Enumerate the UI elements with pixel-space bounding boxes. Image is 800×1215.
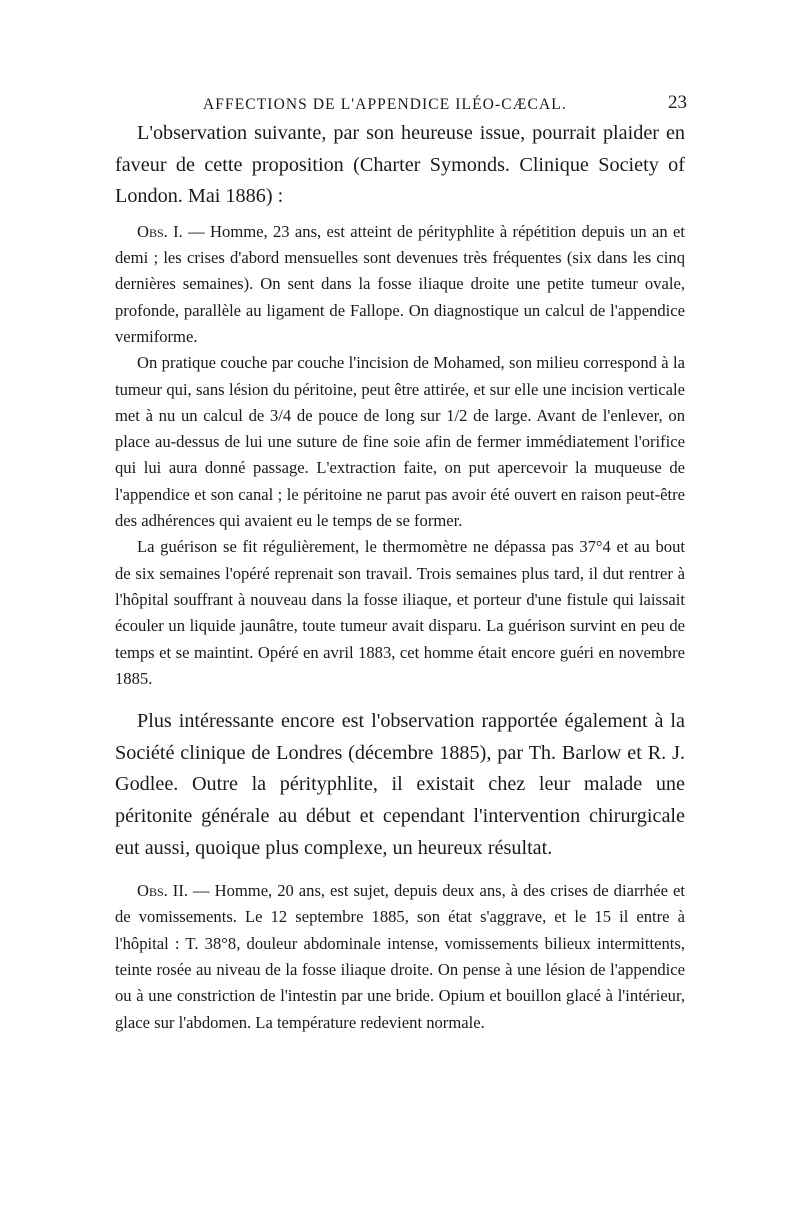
running-head [115,92,685,118]
intro-paragraph: L'observation suivante, par son heureuse issue, pourrait plaider en faveur de cette proposition (Charter Symonds. Clinique Society of London. Mai 1886) : [115,122,685,208]
observation-1-outcome-paragraph: La guérison se fit régulièrement, le thermomètre ne dépassa pas 37°4 et au bout de six semaines l'opéré reprenait son travail. Trois semaines plus tard, il dut rentrer à l'hôpital souffrant à nouveau dans la fosse iliaque, et porteur d'une fistule qui laissait écouler un liquide jaunâtre, toute tumeur avait disparu. La guérison survint en peu de temps et se maintint. Opéré en avril 1883, cet homme était encore guéri en novembre 1885. [115,537,685,688]
page-number: 23 [668,92,687,113]
book-page [115,92,685,1036]
observation-2-paragraph [115,878,685,1036]
running-title: AFFECTIONS DE L'APPENDICE ILÉO-CÆCAL. [203,96,567,113]
observation-1-operation-paragraph: On pratique couche par couche l'incision de Mohamed, son milieu correspond à la tumeur qui, sans lésion du péritoine, peut être attirée, et sur elle une incision verticale met à nu un calcul de 3/4 de pouce de long sur 1/2 de large. Avant de l'enlever, on place au-dessus de lui une suture de fine soie afin de fermer immédiatement l'orifice qui lui aura donné passage. L'extraction faite, on put apercevoir la muqueuse de l'appendice et son canal ; le péritoine ne parut pas avoir été ouvert en raison peut-être des adhérences qui avaient eu le temps de se former. [115,353,685,531]
observation-1-paragraph [115,219,685,350]
observation-2-text: — Homme, 20 ans, est sujet, depuis deux ans, à des crises de diarrhée et de vomissements. Le 12 septembre 1885, son état s'aggrave, et le 15 il entre à l'hôpital : T. 38°8, douleur abdominale intense, vomissements bilieux intermittents, teinte rosée au niveau de la fosse iliaque droite. On pense à une lésion de l'appendice ou à une constriction de l'intestin par une bride. Opium et bouillon glacé à l'intérieur, glace sur l'abdomen. La température redevient normale. [115,881,685,1032]
observation-1-text: — Homme, 23 ans, est atteint de pérityphlite à répétition depuis un an et demi ; les crises d'abord mensuelles sont devenues très fréquentes (six dans les cinq dernières semaines). On sent dans la fosse iliaque droite une petite tumeur ovale, profonde, parallèle au ligament de Fallope. On diagnostique un calcul de l'appendice vermiforme. [115,221,685,346]
observation-2-label: Obs. II. [137,881,189,901]
middle-paragraph: Plus intéressante encore est l'observation rapportée également à la Société clinique de Londres (décembre 1885), par Th. Barlow et R. J. Godlee. Outre la pérityphlite, il existait chez leur malade une péritonite générale au début et cependant l'intervention chirurgicale eut aussi, quoique plus complexe, un heureux résultat. [115,710,685,859]
observation-1-label: Obs. I. [137,221,183,241]
